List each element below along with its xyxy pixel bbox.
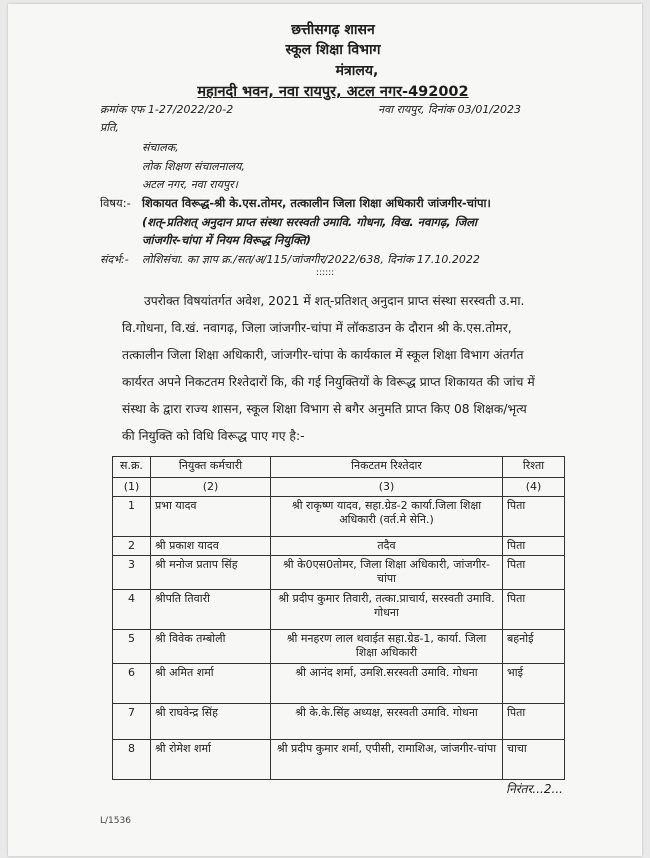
col-number: (1) — [113, 478, 151, 497]
row-relative: श्री प्रदीप कुमार शर्मा, एपीसी, रामाशिअ, जांजगीर-चांपा — [271, 740, 503, 780]
row-relation: बहनोई — [503, 630, 565, 664]
row-serial: 2 — [113, 537, 151, 556]
col-number: (2) — [151, 478, 271, 497]
row-relation: पिता — [503, 537, 565, 556]
table-row — [113, 740, 565, 780]
body-line-2: वि.गोधना, वि.खं. नवागढ़, जिला जांजगीर-चांपा में लॉकडाउन के दौरान श्री के.एस.तोमर, — [122, 321, 512, 335]
recipient-prefix: प्रति, — [100, 121, 119, 134]
body-line-6: की नियुक्ति को विधि विरूद्ध पाए गए है:- — [122, 429, 305, 443]
row-employee: श्री मनोज प्रताप सिंह — [151, 556, 271, 590]
row-serial: 3 — [113, 556, 151, 590]
row-relation: चाचा — [503, 740, 565, 780]
body-line-1: उपरोक्त विषयांतर्गत अवेश, 2021 में शत्-प्रतिशत् अनुदान प्राप्त संस्था सरस्वती उ.मा. — [144, 294, 525, 308]
col-number: (3) — [271, 478, 503, 497]
recipient-line-1: संचालक, — [142, 141, 179, 154]
header-serial: स.क्र. — [113, 457, 151, 478]
row-relative: श्री के0एस0तोमर, जिला शिक्षा अधिकारी, जांजगीर-चांपा — [271, 556, 503, 590]
body-line-5: संस्था के द्वारा राज्य शासन, स्कूल शिक्षा विभाग से बगैर अनुमति प्राप्त किए 08 शिक्षक/भृत्य — [122, 402, 527, 416]
col-number: (4) — [503, 478, 565, 497]
continued-note: निरंतर...2... — [506, 782, 563, 796]
ministry-title: मंत्रालय, — [335, 63, 379, 79]
row-employee: श्री प्रकाश यादव — [151, 537, 271, 556]
recipient-line-3: अटल नगर, नवा रायपुर। — [142, 178, 238, 191]
row-relation: पिता — [503, 497, 565, 537]
table-row — [113, 704, 565, 740]
department-title: स्कूल शिक्षा विभाग — [285, 42, 381, 58]
row-employee: प्रभा यादव — [151, 497, 271, 537]
subject-line-3: जांजगीर-चांपा में नियम विरूद्ध नियुक्ति) — [142, 233, 312, 247]
row-serial: 5 — [113, 630, 151, 664]
table-row — [113, 537, 565, 556]
ref-number: क्रमांक एफ 1-27/2022/20-2 — [100, 103, 234, 116]
row-relative: तदैव — [271, 537, 503, 556]
table-row — [113, 664, 565, 704]
row-relation: पिता — [503, 556, 565, 590]
recipient-line-2: लोक शिक्षण संचालनालय, — [142, 160, 245, 173]
document-page — [8, 4, 642, 856]
row-relative: श्री आनंद शर्मा, उमशि.सरस्वती उमावि. गोधना — [271, 664, 503, 704]
table-row — [113, 590, 565, 630]
header-relation: रिश्ता — [503, 457, 565, 478]
row-employee: श्री राघवेन्द्र सिंह — [151, 704, 271, 740]
reference-label: संदर्भ:- — [100, 253, 129, 266]
table-row — [113, 556, 565, 590]
header-relative: निकटतम रिश्तेदार — [271, 457, 503, 478]
body-line-3: तत्कालीन जिला शिक्षा अधिकारी, जांजगीर-चांपा के कार्यकाल में स्कूल शिक्षा विभाग अंतर्गत — [122, 348, 524, 362]
row-serial: 4 — [113, 590, 151, 630]
row-relative: श्री प्रदीप कुमार तिवारी, तत्का.प्राचार्य, सरस्वती उमावि. गोधना — [271, 590, 503, 630]
body-line-4: कार्यरत अपने निकटतम रिश्तेदारों कि, की गई नियुक्तियों के विरूद्ध प्राप्त शिकायत की जांच में — [122, 375, 535, 389]
row-relation: पिता — [503, 590, 565, 630]
row-relative: श्री के.के.सिंह अध्यक्ष, सरस्वती उमावि. गोधना — [271, 704, 503, 740]
appointments-table — [112, 456, 565, 780]
document-code: L/1536 — [100, 816, 131, 826]
row-relation: पिता — [503, 704, 565, 740]
header-employee: नियुक्त कर्मचारी — [151, 457, 271, 478]
table-header-row — [113, 457, 565, 478]
row-employee: श्रीपति तिवारी — [151, 590, 271, 630]
row-relative: श्री राकृष्ण यादव, सहा.ग्रेड-2 कार्या.जिला शिक्षा अधिकारी (वर्त.मे सेनि.) — [271, 497, 503, 537]
row-serial: 6 — [113, 664, 151, 704]
table-row — [113, 497, 565, 537]
place-date: नवा रायपुर, दिनांक 03/01/2023 — [378, 103, 522, 116]
address-line: महानदी भवन, नवा रायपुर, अटल नगर-492002 — [197, 84, 469, 100]
row-serial: 1 — [113, 497, 151, 537]
reference-separator: :::::: — [316, 268, 335, 278]
row-employee: श्री अमित शर्मा — [151, 664, 271, 704]
subject-label: विषय:- — [100, 196, 131, 210]
subject-line-1: शिकायत विरूद्ध-श्री के.एस.तोमर, तत्कालीन जिला शिक्षा अधिकारी जांजगीर-चांपा। — [142, 196, 491, 210]
reference-text: लोशिसंचा. का ज्ञाप क्र./सत/अ/115/जांजगीर/2022/638, दिनांक 17.10.2022 — [142, 253, 480, 266]
row-serial: 7 — [113, 704, 151, 740]
row-employee: श्री रोमेश शर्मा — [151, 740, 271, 780]
table-column-number-row — [113, 478, 565, 497]
subject-line-2: (शत्-प्रतिशत् अनुदान प्राप्त संस्था सरस्वती उमावि. गोधना, विख. नवागढ़, जिला — [142, 215, 478, 229]
row-serial: 8 — [113, 740, 151, 780]
table-row — [113, 630, 565, 664]
row-employee: श्री विवेक तम्बोली — [151, 630, 271, 664]
row-relative: श्री मनहरण लाल थवाईत सहा.ग्रेड-1, कार्या. जिला शिक्षा अधिकारी — [271, 630, 503, 664]
government-title: छत्तीसगढ़ शासन — [291, 22, 375, 38]
row-relation: भाई — [503, 664, 565, 704]
